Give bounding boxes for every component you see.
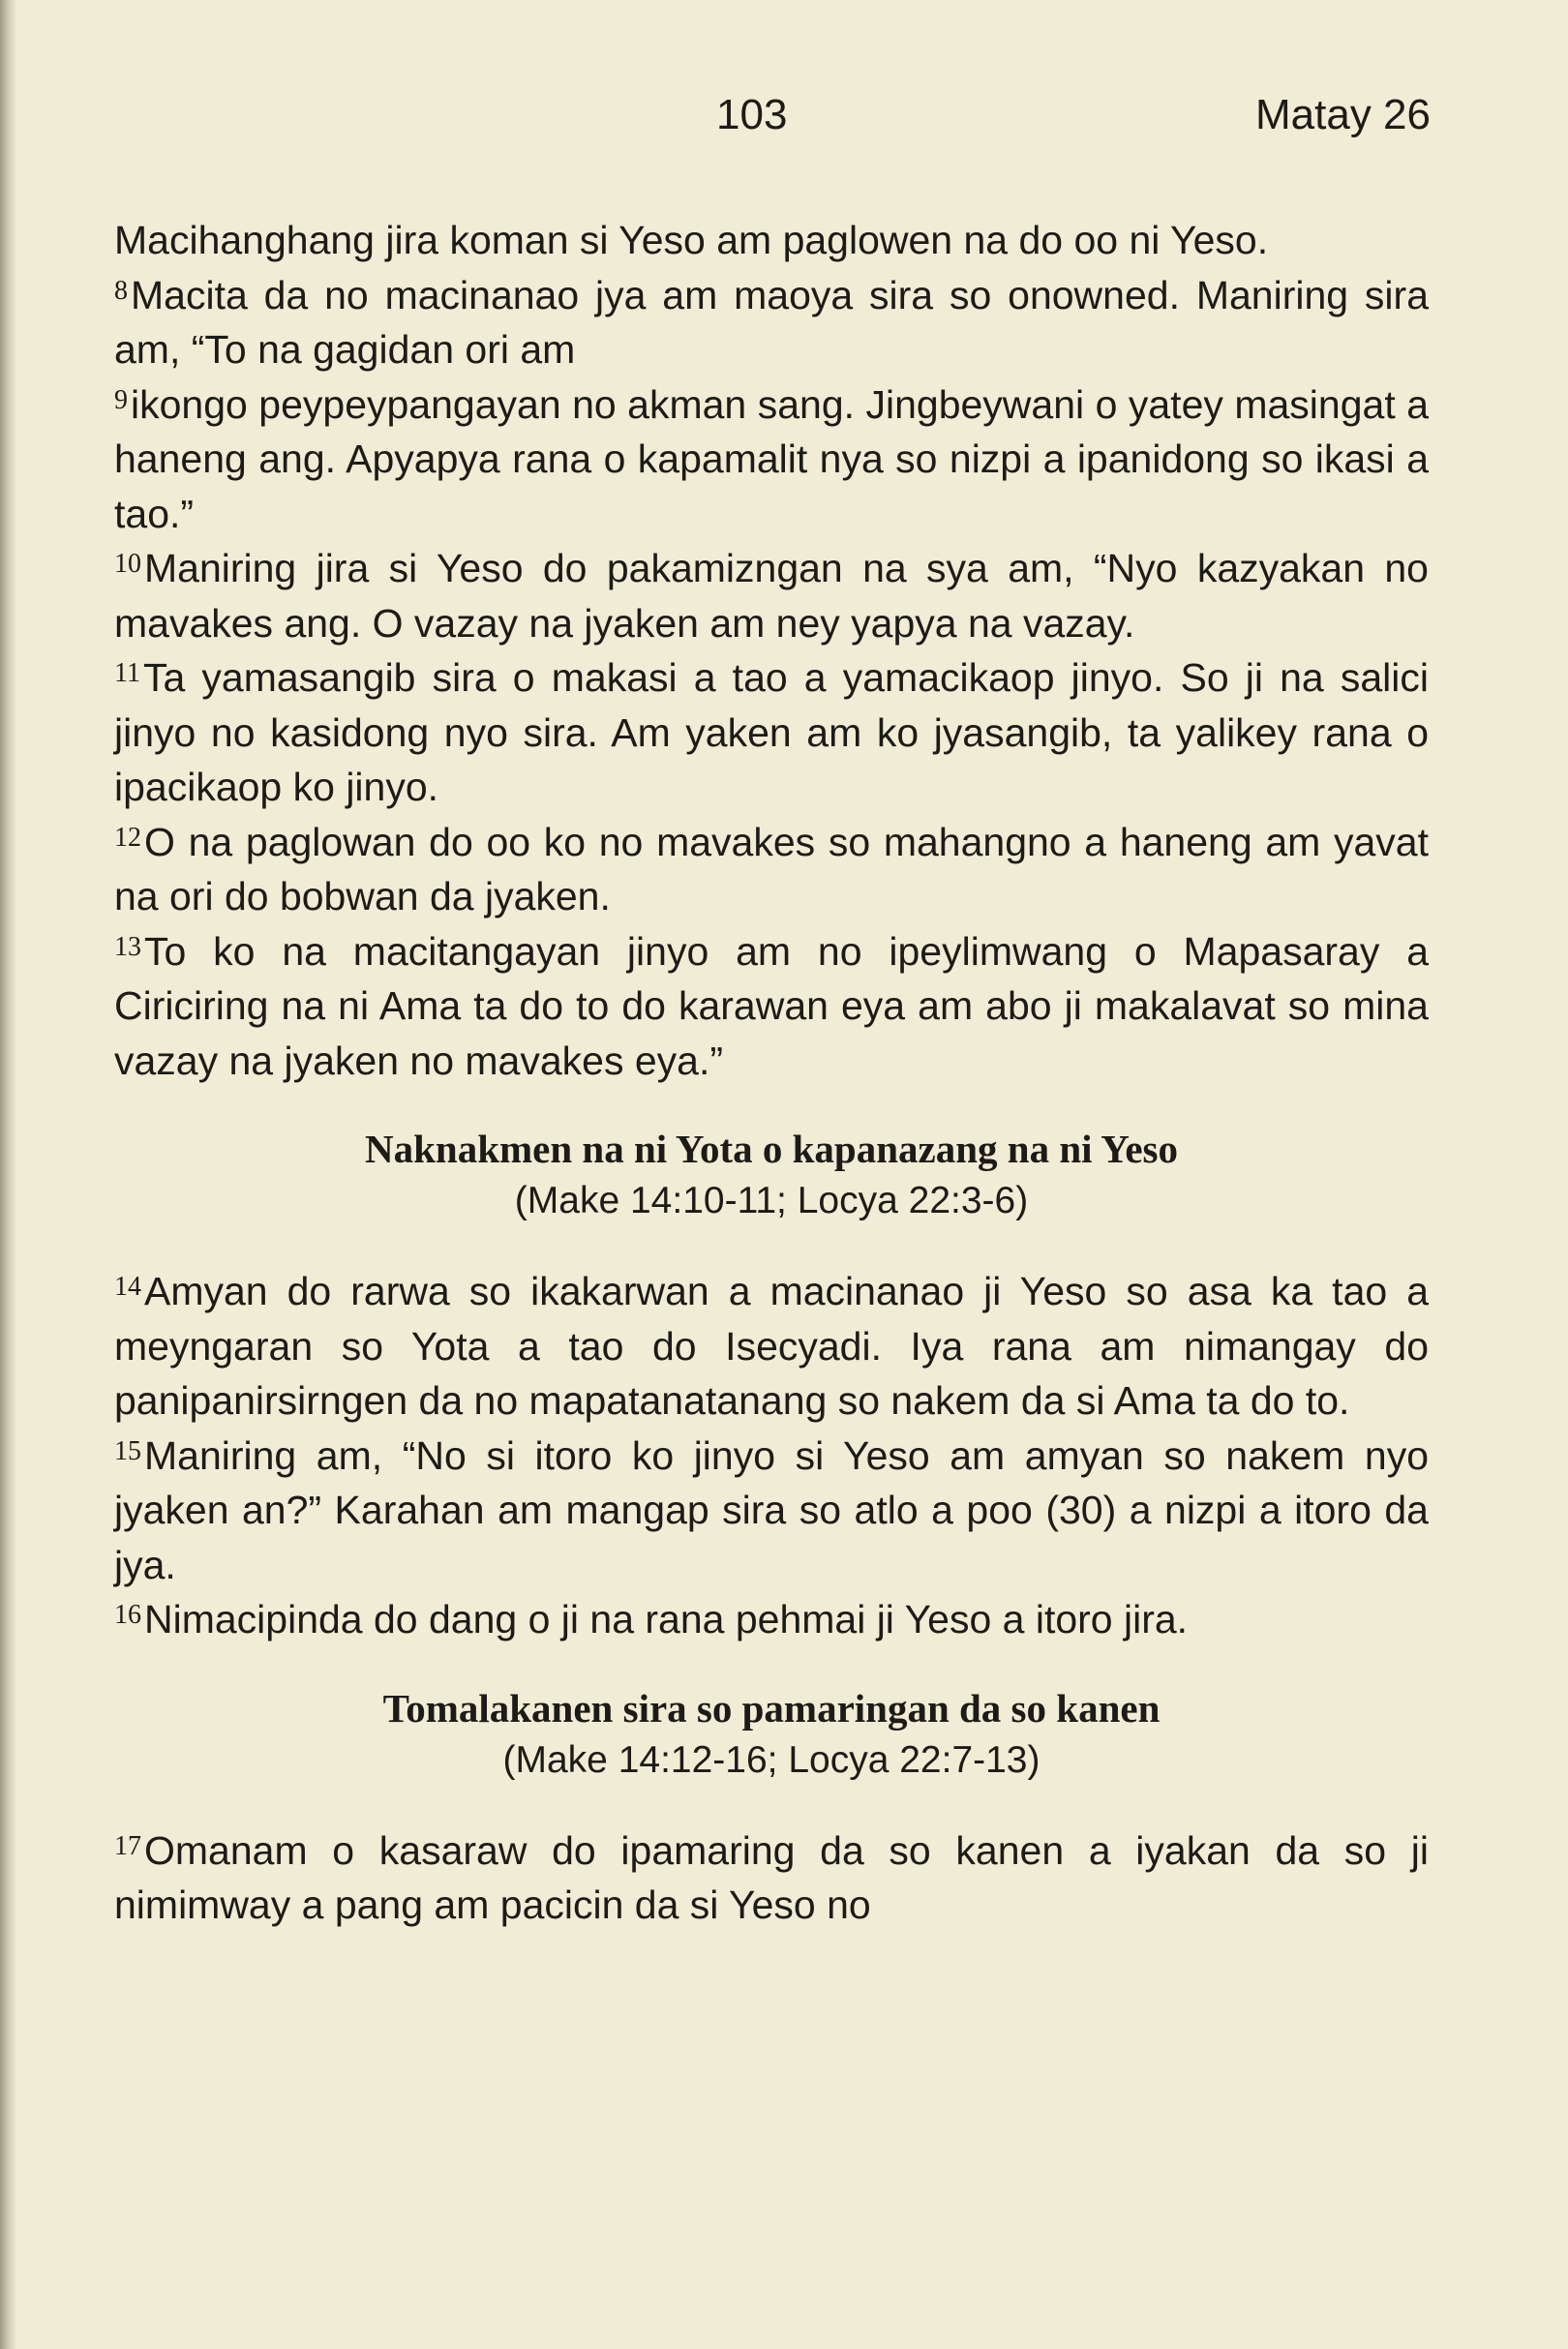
verse-number: 9: [114, 384, 128, 415]
section-cross-reference: (Make 14:10-11; Locya 22:3-6): [514, 1180, 1029, 1221]
section-heading: [114, 1123, 1429, 1227]
verse-text: Omanam o kasaraw do ipamaring da so kanen a iyakan da so ji nimimway a pang am pacicin da si Yeso no: [114, 1827, 1429, 1927]
verse-8: [114, 268, 1429, 377]
verse-text: To ko na macitangayan jinyo am no ipeylimwang o Mapasaray a Ciriciring na ni Ama ta do to do karawan eya am abo ji makalavat so mina vazay na jyaken no mavakes eya.”: [114, 928, 1429, 1083]
verse-number: 11: [114, 658, 140, 689]
book-spine-edge: [0, 0, 15, 2349]
verse-number: 13: [114, 931, 141, 962]
verse-number: 12: [114, 822, 141, 853]
running-head: Matay 26: [1255, 91, 1431, 138]
verse-text: Macita da no macinanao jya am maoya sira so onowned. Maniring sira am, “To na gagidan ori am: [114, 272, 1429, 372]
section-title: Tomalakanen sira so pamaringan da so kanen: [382, 1685, 1161, 1731]
verse-text: Nimacipinda do dang o ji na rana pehmai ji Yeso a itoro jira.: [144, 1597, 1189, 1641]
verse-number: 14: [114, 1272, 141, 1303]
section-cross-reference: (Make 14:12-16; Locya 22:7-13): [502, 1738, 1040, 1781]
page-number: 103: [716, 91, 788, 138]
verse-13: [114, 924, 1429, 1089]
verse-number: 15: [114, 1435, 141, 1466]
verse-text: O na paglowan do oo ko no mavakes so mahangno a haneng am yavat na ori do bobwan da jyaken.: [114, 819, 1429, 919]
verse-number: 8: [114, 275, 128, 306]
page-header: [114, 91, 1431, 149]
verse-number: 10: [114, 549, 141, 580]
verse-number: 16: [114, 1600, 141, 1631]
verse-text: ikongo peypeypangayan no akman sang. Jingbeywani o yatey masingat a haneng ang. Apyapya rana o kapamalit nya so nizpi a ipanidong so ikasi a tao.”: [114, 381, 1429, 536]
verse-text: Macihanghang jira koman si Yeso am paglowen na do oo ni Yeso.: [114, 218, 1269, 262]
verse-15: [114, 1429, 1429, 1593]
verse-9: [114, 377, 1429, 542]
verse-text: Maniring am, “No si itoro ko jinyo si Yeso am amyan so nakem nyo jyaken an?” Karahan am mangap sira so atlo a poo (30) a nizpi a itoro da jya.: [114, 1432, 1429, 1587]
verse-12: [114, 815, 1429, 924]
page-body: [114, 213, 1429, 1933]
verse-continuation: [114, 213, 1429, 268]
verse-10: [114, 541, 1429, 650]
verse-16: [114, 1592, 1429, 1647]
verse-17: [114, 1823, 1429, 1933]
verse-text: Ta yamasangib sira o makasi a tao a yamacikaop jinyo. So ji na salici jinyo no kasidong nyo sira. Am yaken am ko jyasangib, ta yalikey rana o ipacikaop ko jinyo.: [114, 655, 1429, 809]
verse-14: [114, 1264, 1429, 1429]
verse-text: Amyan do rarwa so ikakarwan a macinanao ji Yeso so asa ka tao a meyngaran so Yota a tao do Isecyadi. Iya rana am nimangay do panipanirsirngen da no mapatanatanang so nakem da si Ama ta do to.: [114, 1269, 1429, 1423]
section-heading: [114, 1682, 1429, 1787]
verse-11: [114, 650, 1429, 815]
verse-number: 17: [114, 1830, 141, 1861]
section-title: Naknakmen na ni Yota o kapanazang na ni Yeso: [365, 1127, 1178, 1171]
verse-text: Maniring jira si Yeso do pakamizngan na sya am, “Nyo kazyakan no mavakes ang. O vazay na jyaken am ney yapya na vazay.: [114, 546, 1429, 646]
